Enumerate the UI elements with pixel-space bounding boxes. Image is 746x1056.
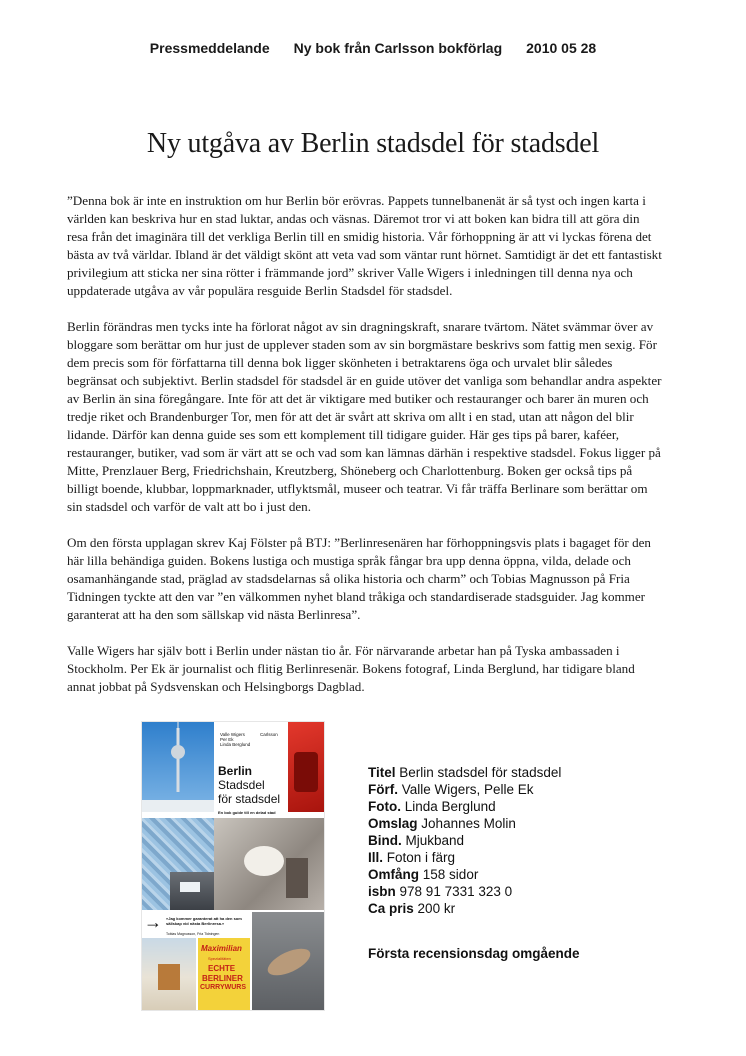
cover-rabbit-photo (252, 912, 324, 1010)
cover-title-3: för stadsdel (218, 792, 281, 806)
paragraph: Valle Wigers har själv bott i Berlin under nästan tio år. För närvarande arbetar han på Tyska ambassaden i Stockholm. Per Ek är journalist och flitig Berlinresenär. Bokens fotograf, Linda Berglund, har tidigare bland annat jobbat på Sydsvenskan och Helsingborgs Dagblad. (67, 643, 635, 694)
cover-cafe-photo (214, 818, 324, 910)
cover-street-photo (170, 872, 214, 910)
cover-publisher: Carlsson (260, 732, 278, 737)
cover-title-1: Berlin (218, 764, 253, 778)
cover-quote-area (142, 912, 250, 938)
cover-authors: Valle Wigers Per Ek Linda Berglund (220, 732, 251, 747)
sign-line-1: ECHTE (208, 964, 236, 973)
cover-tagline: En bok guide till en delad stad (218, 810, 276, 815)
page-title: Ny utgåva av Berlin stadsdel för stadsdel (146, 128, 600, 159)
meta-row: Bind. Mjukband (368, 833, 465, 848)
header-type: Pressmeddelande (149, 40, 270, 56)
meta-row: Titel Berlin stadsdel för stadsdel (368, 765, 562, 780)
cover-quote-source: Tobias Magnusson, Fria Tidningen (166, 932, 220, 936)
body-text (67, 192, 663, 714)
tv-tower-icon (142, 722, 214, 812)
cover-quote: »Jag kommer garanterat att ha den som sällskap vid nästa Berlinresa.« (166, 916, 242, 926)
review-note: Första recensionsdag omgående (368, 946, 580, 961)
header-date: 2010 05 28 (526, 40, 597, 56)
header-subject: Ny bok från Carlsson bokförlag (293, 40, 503, 56)
sign-line-2: BERLINER (202, 974, 243, 983)
cover-title-2: Stadsdel (218, 778, 265, 792)
book-cover (142, 722, 324, 1010)
arrow-right-icon: → (144, 912, 162, 932)
meta-row: isbn 978 91 7331 323 0 (368, 884, 513, 899)
cover-sky-photo (142, 722, 214, 812)
header (0, 40, 746, 56)
meta-row: Foto. Linda Berglund (368, 799, 496, 814)
sign-line-3: CURRYWURS (200, 984, 247, 991)
paragraph: Berlin förändras men tycks inte ha förlorat något av sin dragningskraft, snarare tvärtom. Nätet svämmar över av bloggare som berättar om hur just de upplever staden som av sin borgmästare beskrivs som fattig men sexig. För dem precis som för författarna till denna bok ligger skönheten i betraktarens öga och urvalet blir således begränsat och subjektivt. Berlin stadsdel för stadsdel är en guide utöver det vanliga som behandlar andra aspekter av Berlin än sina föregångare. Inte för att det är viktigare med butiker och restauranger och barer än muren och tredje riket och Brandenburger Tor, men för att det är svårt att skriva om allt i en stad, utan att någon del blir lidande. Därför kan denna guide ses som ett komplement till tidigare guider. Här ges tips på barer, kaféer, restauranger, butiker, vad som är värt att se och vad som kan lämnas därhän i respektive stadsdel. Fokus ligger på Mitte, Prenzlauer Berg, Friedrichshain, Kreutzberg, Shöneberg och Charlottenburg. Boken ger också tips på billigt boende, klubbar, loppmarknader, utflyktsmål, museer och teatrar. Vi får träffa Berlinare som berättar om sin stadsdel och varför de valt att bo i just den. (67, 319, 662, 514)
meta-row: Förf. Valle Wigers, Pelle Ek (368, 782, 534, 797)
meta-row: Ca pris 200 kr (368, 901, 456, 916)
cover-red-photo (288, 722, 324, 812)
paragraph: ”Denna bok är inte en instruktion om hur Berlin bör erövras. Pappets tunnelbanenät är så tyst och ingen karta i världen kan beskriva hur en stad luktar, andas och väsnas. Däremot tror vi att boken kan bidra till att göra din resa från det imaginära till det verkliga Berlin till en smidig historia. Vår förhoppning är att vi lyckas förena det bästa av två världar. Ibland är det väldigt skönt att veta vad som väntar runt hörnet. Samtidigt är det ett fantastiskt privilegium att sticka ner sina rötter i främmande jord” skriver Valle Wigers i inledningen till denna nya och uppdaterade utgåva av vår populära resguide Berlin Stadsdel för stadsdel. (67, 193, 662, 298)
sign-top: Maximilian (201, 944, 242, 953)
cover-beach-photo (142, 938, 196, 1010)
meta-row: Omfång 158 sidor (368, 867, 479, 882)
meta-row: Omslag Johannes Molin (368, 816, 516, 831)
sign-sub: Spezialitäten (208, 956, 231, 961)
cover-sign-photo (198, 938, 250, 1010)
book-metadata (368, 764, 580, 962)
meta-row: Ill. Foton i färg (368, 850, 456, 865)
paragraph: Om den första upplagan skrev Kaj Fölster på BTJ: ”Berlinresenären har förhoppningsvis plats i bagaget för den här lilla behändiga guiden. Bokens lustiga och mustiga språk fångar bra upp denna öppna, vilda, delade och osamanhängande stad, präglad av stadsdelarnas så olika historia och charm” och Tobias Magnusson på Fria Tidningen tyckte att den var ”en välkommen nyhet bland tråkiga och standardiserade stadsguider. Jag kommer garanterat att ha den som sällskap vid nästa Berlinresa”. (67, 535, 651, 622)
